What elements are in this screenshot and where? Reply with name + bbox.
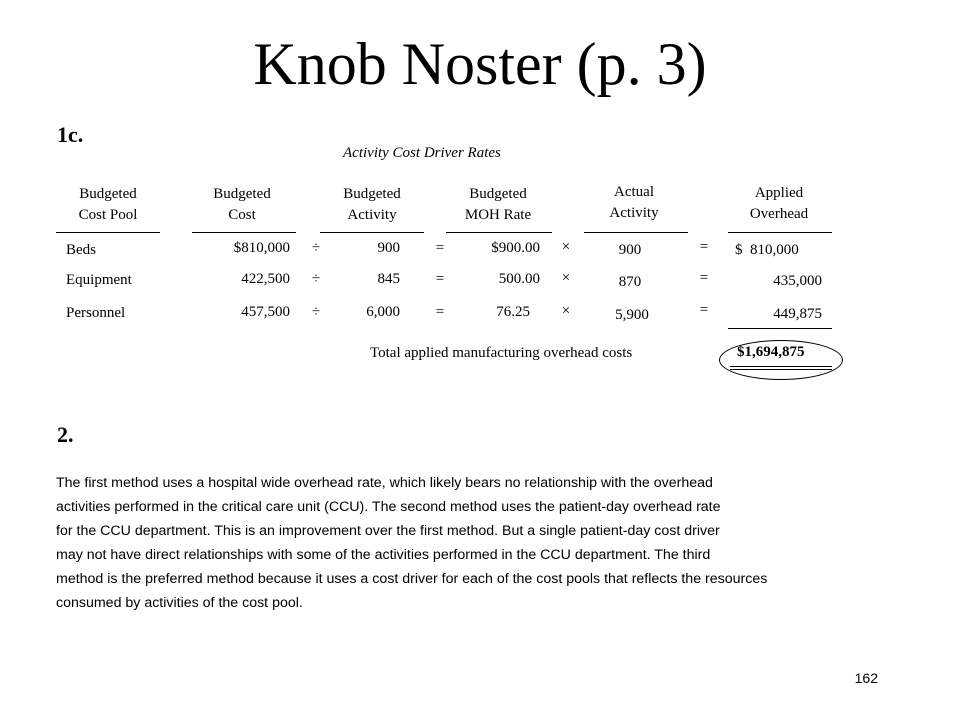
header-actual-activity-line1: Actual [614,184,654,200]
header-actual-activity-line2: Activity [609,205,659,221]
row-equipment-applied: 435,000 [773,273,822,289]
header-cost-pool-line1: Budgeted [79,186,137,202]
table-subtitle: Activity Cost Driver Rates [343,145,501,161]
header-rule-actual-activity [584,232,688,233]
explanation-paragraph [56,471,767,615]
header-applied-overhead-line1: Applied [754,185,804,201]
row-equipment-cost: 422,500 [241,271,290,287]
paragraph-line: may not have direct relationships with some of the activities performed in the CCU department. The third [56,547,711,563]
row-beds-activity: 900 [377,240,400,256]
row-equipment-activity: 845 [377,271,400,287]
applied-subtotal-rule [728,328,832,329]
row-personnel-pool: Personnel [66,305,126,321]
row-beds-times: × [561,239,571,255]
total-value: $1,694,875 [737,344,805,360]
paragraph-line: method is the preferred method because it uses a cost driver for each of the cost pools that reflects the resources [56,571,768,587]
row-personnel-divide: ÷ [311,304,321,320]
paragraph-line: for the CCU department. This is an improvement over the first method. But a single patient-day cost driver [56,523,720,539]
header-cost-pool [58,184,158,226]
header-rule-applied-overhead [728,232,832,233]
row-beds-pool: Beds [66,242,96,258]
header-rule-moh-rate [446,232,552,233]
header-budgeted-activity [322,184,422,226]
paragraph-line: activities performed in the critical care unit (CCU). The second method uses the patient-day overhead rate [56,499,721,515]
header-budgeted-cost-line1: Budgeted [213,186,271,202]
row-personnel-activity: 6,000 [366,304,400,320]
row-beds-equals-1: = [435,240,445,256]
row-equipment-rate: 500.00 [498,271,540,287]
paragraph-line: consumed by activities of the cost pool. [56,595,303,611]
row-beds-cost: $810,000 [233,240,290,256]
section-2-label: 2. [57,422,74,447]
paragraph-line: The first method uses a hospital wide overhead rate, which likely bears no relationship with the overhead [56,475,713,491]
header-applied-overhead [729,183,829,225]
header-moh-rate-line2: MOH Rate [464,207,532,223]
row-beds-actual: 900 [618,242,642,258]
row-personnel-cost: 457,500 [241,304,290,320]
row-beds-equals-2: = [699,239,709,255]
row-beds-divide: ÷ [311,240,321,256]
row-equipment-equals-2: = [699,270,709,286]
page-number: 162 [854,670,878,686]
header-actual-activity [584,182,684,224]
row-beds-applied: $ 810,000 [735,242,799,258]
header-rule-budgeted-activity [320,232,424,233]
row-personnel-actual: 5,900 [615,307,649,323]
page-title: Knob Noster (p. 3) [253,31,707,97]
section-1c-label: 1c. [57,122,84,147]
header-moh-rate-line1: Budgeted [469,186,527,202]
header-applied-overhead-line2: Overhead [749,206,809,222]
row-equipment-equals-1: = [435,271,445,287]
total-label: Total applied manufacturing overhead costs [370,345,633,361]
row-equipment-pool: Equipment [66,272,132,288]
header-budgeted-activity-line2: Activity [347,207,397,223]
header-budgeted-activity-line1: Budgeted [343,186,401,202]
row-personnel-applied: 449,875 [773,306,822,322]
row-personnel-rate: 76.25 [496,304,530,320]
row-personnel-equals-1: = [435,304,445,320]
row-equipment-actual: 870 [618,274,642,290]
row-personnel-equals-2: = [699,302,709,318]
row-equipment-times: × [561,270,571,286]
header-cost-pool-line2: Cost Pool [78,207,138,223]
row-equipment-divide: ÷ [311,271,321,287]
header-rule-budgeted-cost [192,232,296,233]
header-moh-rate [448,184,548,226]
header-budgeted-cost [192,184,292,226]
header-rule-cost-pool [56,232,160,233]
row-beds-rate: $900.00 [491,240,540,256]
row-personnel-times: × [561,303,571,319]
header-budgeted-cost-line2: Cost [228,207,256,223]
total-circle [719,340,843,380]
